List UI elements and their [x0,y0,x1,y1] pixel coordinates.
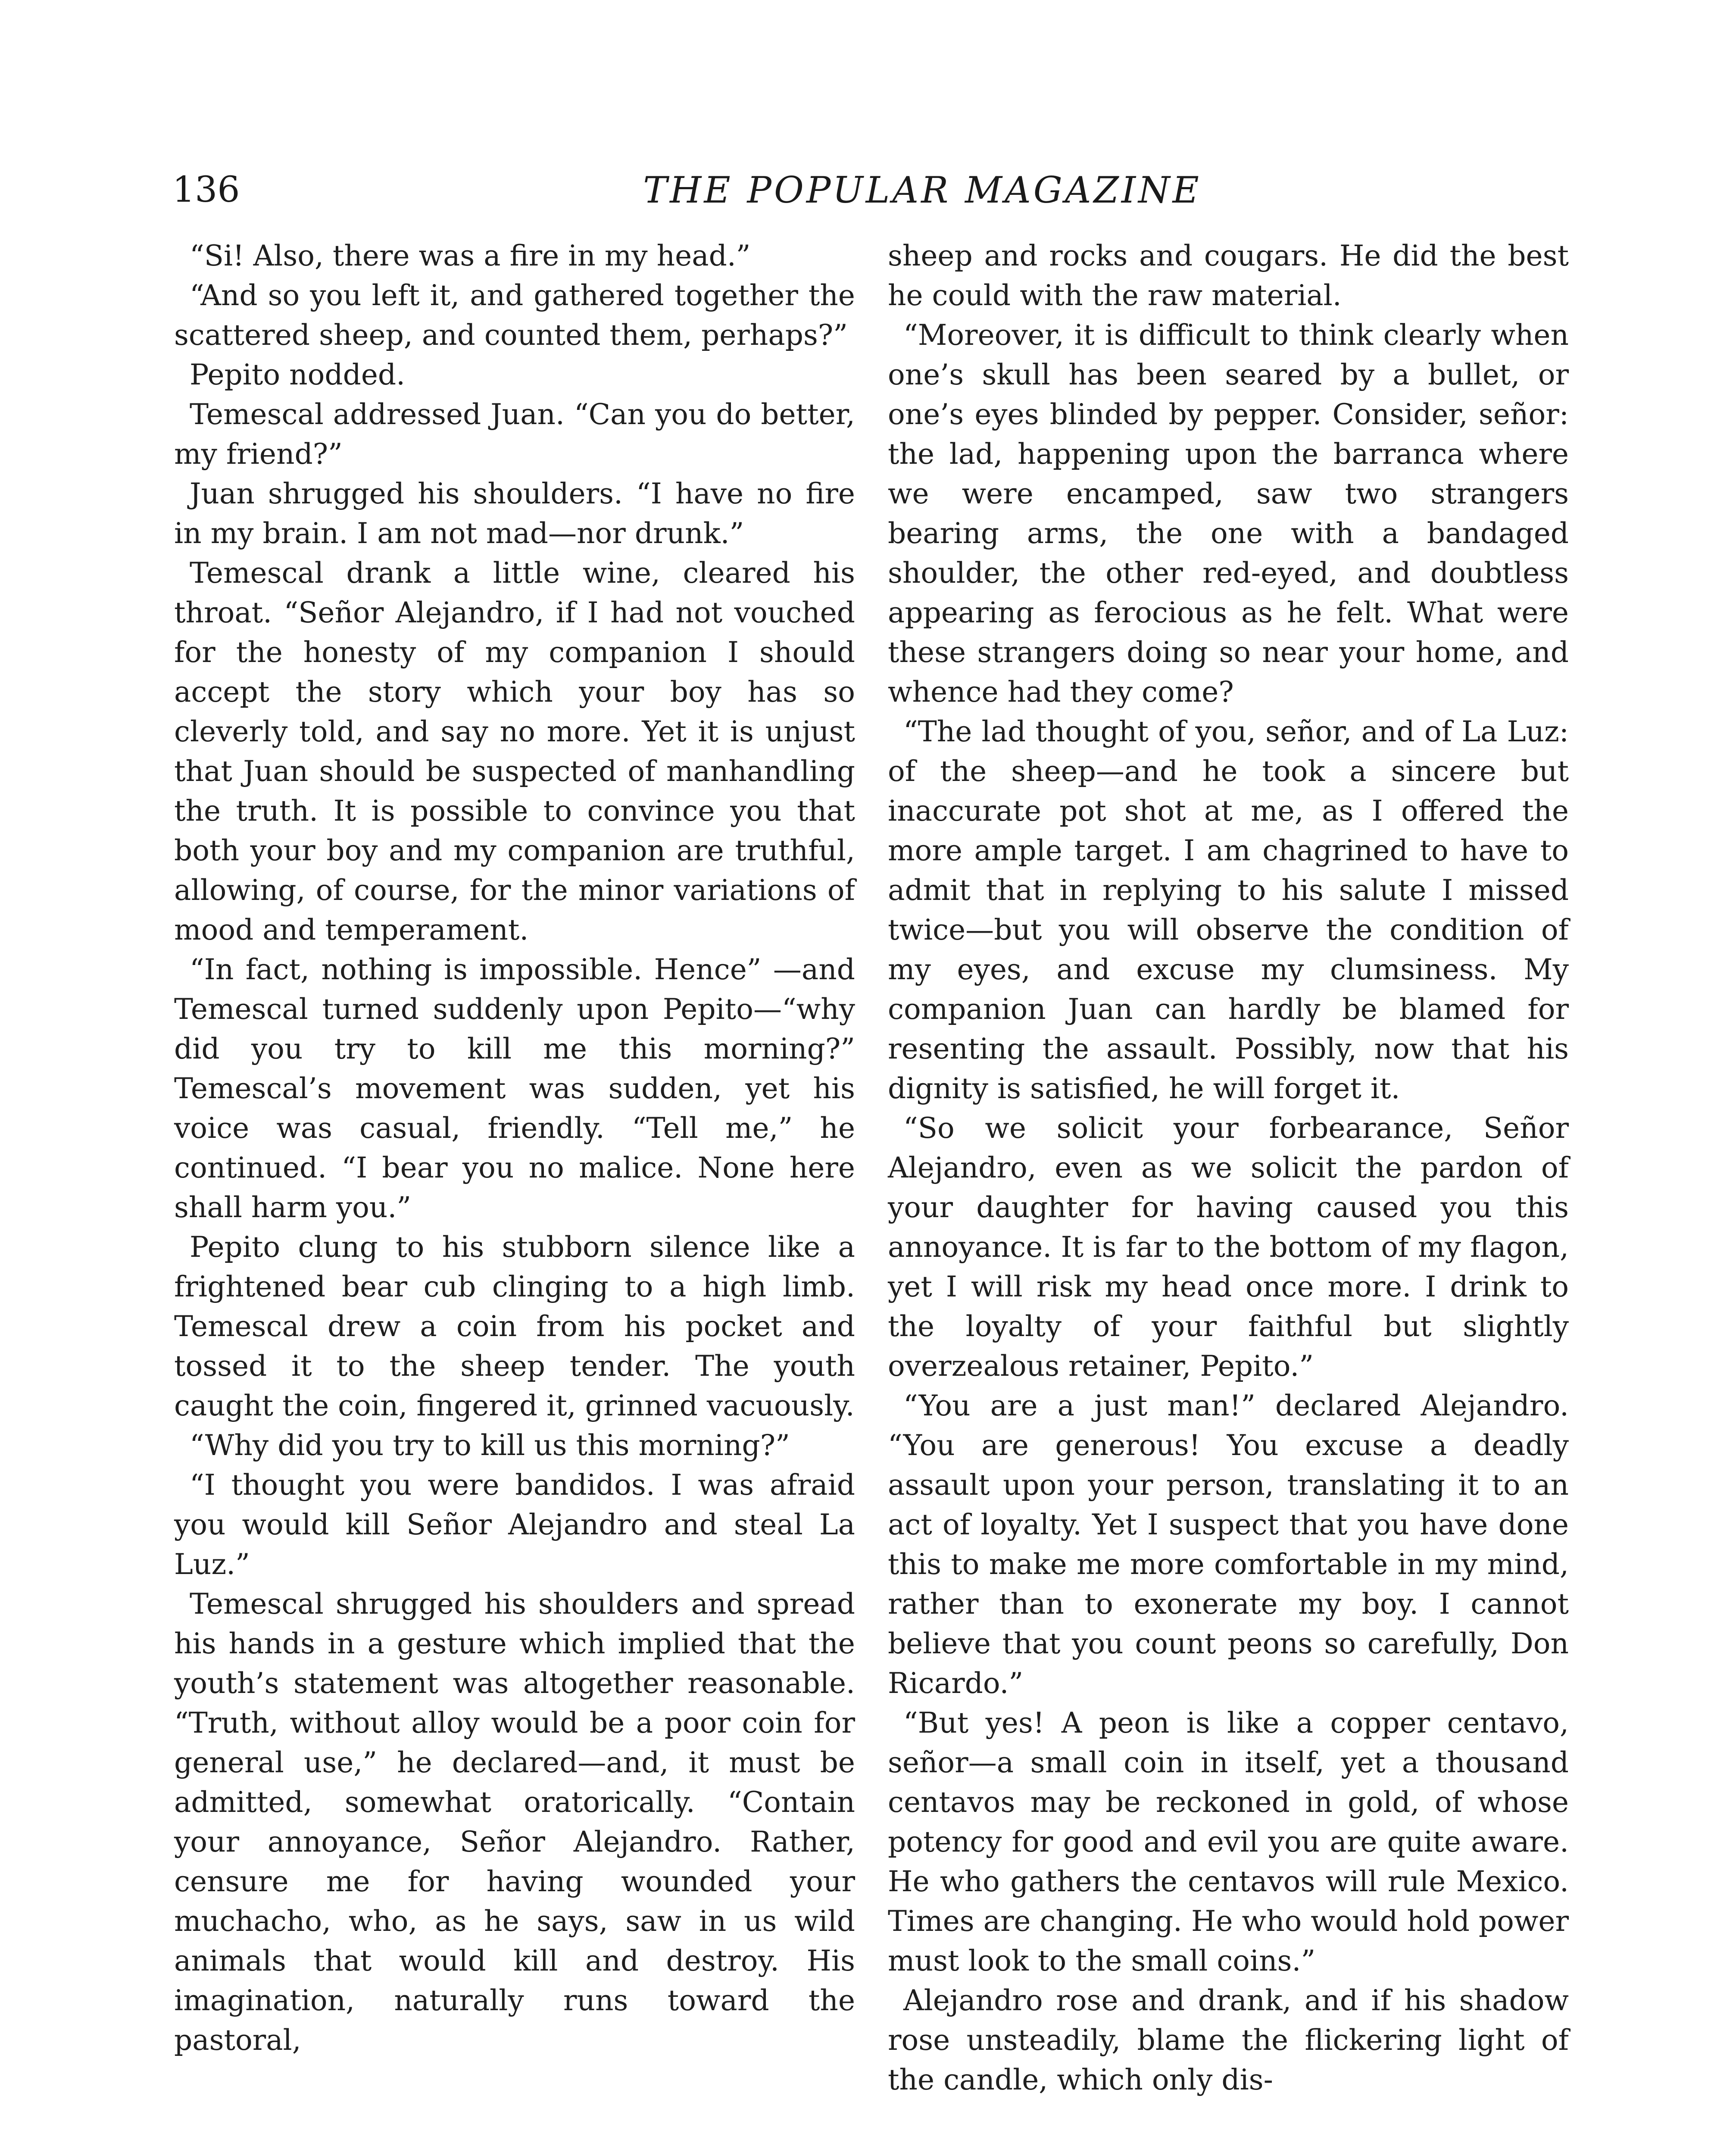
paragraph: “Moreover, it is difficult to think clearly when one’s skull has been seared by a bullet, or one’s eyes blinded by pepper. Consider, señor: the lad, happening upon the barranca where we were encamped, saw two strangers bearing arms, the one with a bandaged shoulder, the other red-eyed, and doubtless appearing as ferocious as he felt. What were these strangers doing so near your home, and whence had they come? [888,319,1569,709]
paragraph: “But yes! A peon is like a copper centavo, señor—a small coin in itself, yet a thousand centavos may be reckoned in gold, of whose potency for good and evil you are quite aware. He who gathers the centavos will rule Mexico. Times are changing. He who would hold power must look to the small coins.” [888,1706,1569,1977]
paragraph: Temescal addressed Juan. “Can you do better, my friend?” [174,398,855,471]
right-text-column [888,236,1569,2100]
paragraph: “The lad thought of you, señor, and of La Luz: of the sheep—and he took a sincere but inaccurate pot shot at me, as I offered the more ample target. I am chagrined to have to admit that in replying to his salute I missed twice—but you will observe the condition of my eyes, and excuse my clumsiness. My companion Juan can hardly be blamed for resenting the assault. Possibly, now that his dignity is satisfied, he will forget it. [888,715,1569,1105]
paragraph: Temescal shrugged his shoulders and spread his hands in a gesture which implied that the youth’s statement was altogether reasonable. “Truth, without alloy would be a poor coin for general use,” he declared—and, it must be admitted, somewhat oratorically. “Contain your annoyance, Señor Alejandro. Rather, censure me for having wounded your muchacho, who, as he says, saw in us wild animals that would kill and destroy. His imagination, naturally runs toward the pastoral, [174,1587,855,2057]
paragraph: Pepito clung to his stubborn silence like a frightened bear cub clinging to a high limb. Temescal drew a coin from his pocket and tossed it to the sheep tender. The youth caught the coin, fingered it, grinned vacuously. [174,1231,855,1422]
paragraph: “Si! Also, there was a fire in my head.” [190,239,751,272]
paragraph: “I thought you were bandidos. I was afraid you would kill Señor Alejandro and steal La Luz.” [174,1468,855,1581]
paragraph: “In fact, nothing is impossible. Hence” —and Temescal turned suddenly upon Pepito—“why did you try to kill me this morning?” Temescal’s movement was sudden, yet his voice was casual, friendly. “Tell me,” he continued. “I bear you no malice. None here shall harm you.” [174,953,855,1224]
page-number: 136 [172,169,240,210]
running-title: THE POPULAR MAGAZINE [643,169,1202,211]
paragraph: Pepito nodded. [190,358,406,391]
paragraph: Alejandro rose and drank, and if his shadow rose unsteadily, blame the flickering light of the candle, which only dis- [888,1984,1569,2096]
paragraph: “And so you left it, and gathered together the scattered sheep, and counted them, perhaps?” [174,279,855,352]
left-text-column [174,236,855,2060]
paragraph: “So we solicit your forbearance, Señor Alejandro, even as we solicit the pardon of your daughter for having caused you this annoyance. It is far to the bottom of my flagon, yet I will risk my head once more. I drink to the loyalty of your faithful but slightly overzealous retainer, Pepito.” [888,1112,1569,1383]
page-header [172,162,1569,218]
paragraph: Juan shrugged his shoulders. “I have no fire in my brain. I am not mad—nor drunk.” [174,477,855,550]
paragraph: “You are a just man!” declared Alejandro. “You are generous! You excuse a deadly assault upon your person, translating it to an act of loyalty. Yet I suspect that you have done this to make me more comfortable in my mind, rather than to exonerate my boy. I cannot believe that you count peons so carefully, Don Ricardo.” [888,1389,1569,1700]
paragraph: “Why did you try to kill us this morning?” [190,1429,790,1462]
paragraph-continued: sheep and rocks and cougars. He did the best he could with the raw material. [888,239,1569,312]
paragraph: Temescal drank a little wine, cleared his throat. “Señor Alejandro, if I had not vouched for the honesty of my companion I should accept the story which your boy has so cleverly told, and say no more. Yet it is unjust that Juan should be suspected of manhandling the truth. It is possible to convince you that both your boy and my companion are truthful, allowing, of course, for the minor variations of mood and temperament. [174,556,855,946]
